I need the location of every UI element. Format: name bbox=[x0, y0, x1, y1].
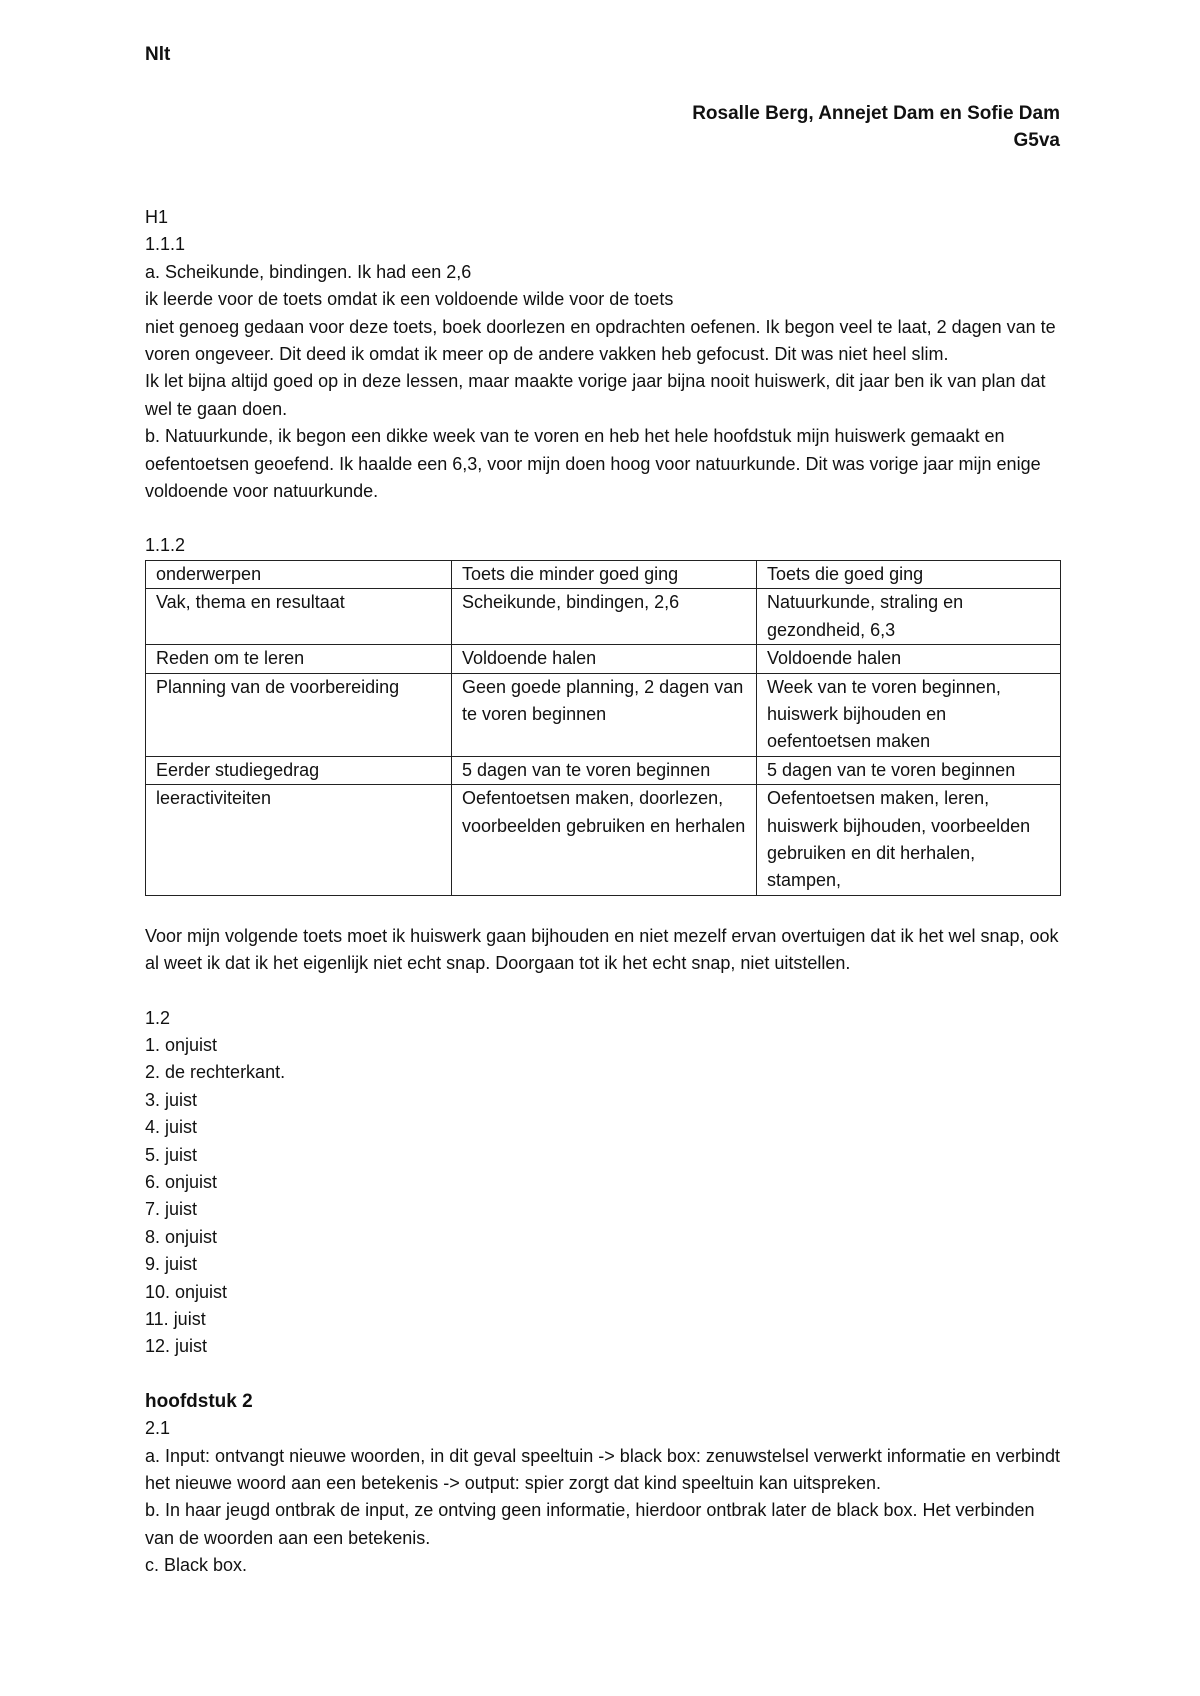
chapter-1-heading: H1 bbox=[145, 207, 169, 227]
table-row bbox=[146, 645, 1061, 673]
table-cell: Scheikunde, bindingen, 2,6 bbox=[452, 589, 757, 645]
list-item: 11. juist bbox=[145, 1309, 206, 1330]
chapter-2-heading: hoofdstuk 2 bbox=[145, 1390, 253, 1412]
section-1-1-2-label: 1.1.2 bbox=[145, 535, 186, 556]
answer-line: ik leerde voor de toets omdat ik een voldoende wilde voor de toets bbox=[145, 289, 674, 310]
answer-line: c. Black box. bbox=[145, 1555, 248, 1576]
section-1-2-label: 1.2 bbox=[145, 1007, 171, 1028]
section-2-1-label: 2.1 bbox=[145, 1418, 171, 1439]
list-item: 7. juist bbox=[145, 1199, 198, 1220]
table-cell: Toets die minder goed ging bbox=[452, 560, 757, 588]
table-row bbox=[146, 785, 1061, 896]
answer-line: b. Natuurkunde, ik begon een dikke week van te voren en heb het hele hoofdstuk mijn huiswerk gemaakt en oefentoetsen geoefend. Ik haalde een 6,3, voor mijn doen hoog voor natuurkunde. Dit was vorige jaar mijn enige voldoende voor natuurkunde. bbox=[145, 426, 1041, 502]
conclusion-paragraph: Voor mijn volgende toets moet ik huiswerk gaan bijhouden en niet mezelf ervan overtuigen dat ik het wel snap, ook al weet ik dat ik het eigenlijk niet echt snap. Doorgaan tot ik het echt snap, niet uitstellen. bbox=[145, 925, 1059, 974]
list-item: 12. juist bbox=[145, 1336, 208, 1357]
answer-line: b. In haar jeugd ontbrak de input, ze ontving geen informatie, hierdoor ontbrak later de black box. Het verbinden van de woorden aan een betekenis. bbox=[145, 1500, 1035, 1548]
table-cell: Voldoende halen bbox=[757, 645, 1061, 673]
list-item: 6. onjuist bbox=[145, 1172, 218, 1192]
table-cell: Week van te voren beginnen, huiswerk bijhouden en oefentoetsen maken bbox=[757, 673, 1061, 756]
table-cell: 5 dagen van te voren beginnen bbox=[452, 756, 757, 784]
answer-line: niet genoeg gedaan voor deze toets, boek doorlezen en opdrachten oefenen. Ik begon veel te laat, 2 dagen van te voren ongeveer. Dit deed ik omdat ik meer op de andere vakken heb gefocust. Dit was niet heel slim. bbox=[145, 316, 1056, 365]
table-cell: Toets die goed ging bbox=[757, 560, 1061, 588]
section-1-1-1-label: 1.1.1 bbox=[145, 234, 186, 255]
table-row bbox=[146, 756, 1061, 784]
list-item: 10. onjuist bbox=[145, 1281, 228, 1302]
table-cell: onderwerpen bbox=[146, 560, 452, 588]
author-block bbox=[692, 100, 1060, 154]
table-cell: Reden om te leren bbox=[146, 645, 452, 673]
table-cell: leeractiviteiten bbox=[146, 785, 452, 896]
answer-line: a. Scheikunde, bindingen. Ik had een 2,6 bbox=[145, 261, 472, 282]
list-item: 4. juist bbox=[145, 1117, 198, 1138]
table-cell: Voldoende halen bbox=[452, 645, 757, 673]
answer-list bbox=[145, 1032, 1065, 1361]
list-item: 3. juist bbox=[145, 1089, 198, 1110]
table-row bbox=[146, 589, 1061, 645]
table-cell: Oefentoetsen maken, leren, huiswerk bijhouden, voorbeelden gebruiken en dit herhalen, stampen, bbox=[757, 785, 1061, 896]
table-row bbox=[146, 560, 1061, 588]
list-item: 1. onjuist bbox=[145, 1034, 218, 1055]
class-label: G5va bbox=[1013, 130, 1060, 151]
table-cell: Eerder studiegedrag bbox=[146, 756, 452, 784]
author-names: Rosalle Berg, Annejet Dam en Sofie Dam bbox=[692, 103, 1060, 124]
table-row bbox=[146, 673, 1061, 756]
answer-line: Ik let bijna altijd goed op in deze lessen, maar maakte vorige jaar bijna nooit huiswerk, dit jaar ben ik van plan dat wel te gaan doen. bbox=[145, 371, 1046, 419]
table-cell: Planning van de voorbereiding bbox=[146, 673, 452, 756]
table-cell: Geen goede planning, 2 dagen van te voren beginnen bbox=[452, 673, 757, 756]
table-cell: Natuurkunde, straling en gezondheid, 6,3 bbox=[757, 589, 1061, 645]
study-comparison-table bbox=[145, 560, 1061, 896]
table-cell: Oefentoetsen maken, doorlezen, voorbeelden gebruiken en herhalen bbox=[452, 785, 757, 896]
course-title: Nlt bbox=[145, 44, 171, 65]
table-cell: Vak, thema en resultaat bbox=[146, 589, 452, 645]
list-item: 8. onjuist bbox=[145, 1226, 218, 1247]
list-item: 5. juist bbox=[145, 1144, 198, 1165]
table-cell: 5 dagen van te voren beginnen bbox=[757, 756, 1061, 784]
document-body bbox=[145, 204, 1065, 1580]
list-item: 2. de rechterkant. bbox=[145, 1062, 286, 1083]
list-item: 9. juist bbox=[145, 1254, 198, 1275]
answer-line: a. Input: ontvangt nieuwe woorden, in dit geval speeltuin -> black box: zenuwstelsel verwerkt informatie en verbindt het nieuwe woord aan een betekenis -> output: spier zorgt dat kind speeltuin kan uitspreken. bbox=[145, 1445, 1061, 1494]
